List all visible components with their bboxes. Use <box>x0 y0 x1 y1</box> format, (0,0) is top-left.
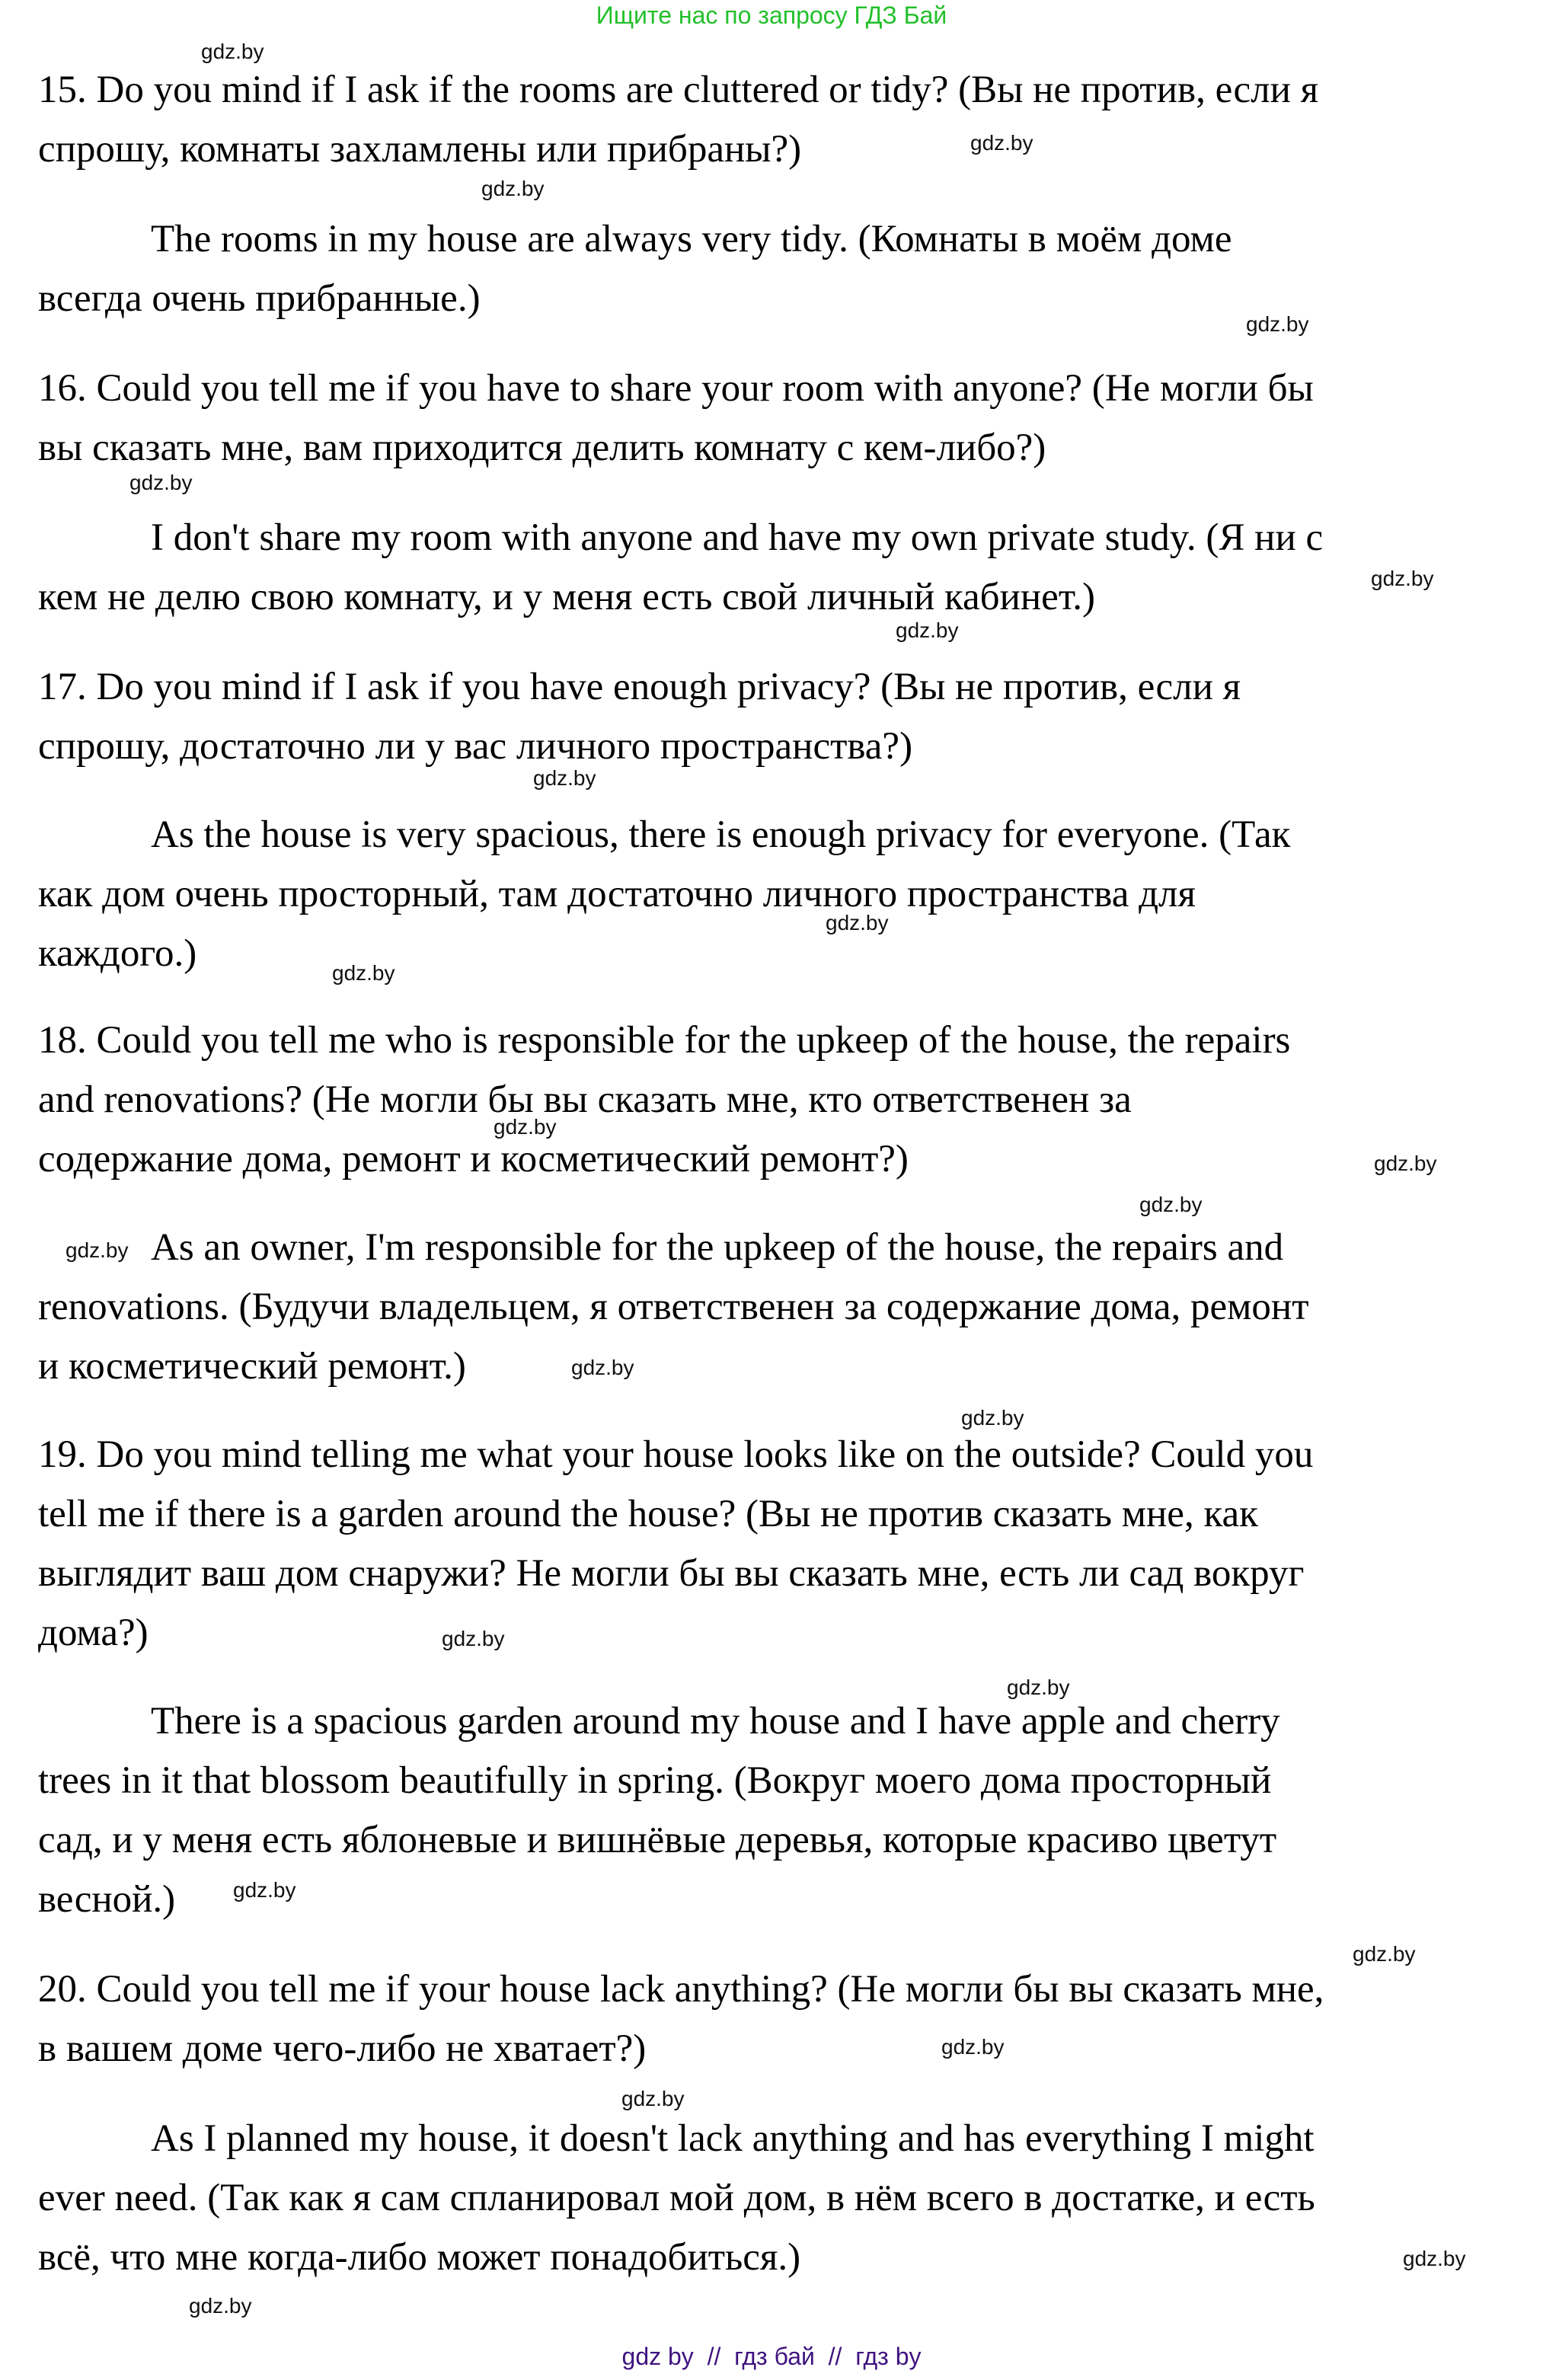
question-19-line-2: tell me if there is a garden around the house? (Вы не против сказать мне, как <box>38 1493 1258 1535</box>
question-18-line-2: and renovations? (Не могли бы вы сказать мне, кто ответственен за <box>38 1078 1132 1121</box>
answer-18-line-3: и косметический ремонт.) <box>38 1345 466 1388</box>
answer-19-line-1: There is a spacious garden around my house and I have apple and cherry <box>151 1700 1280 1743</box>
question-19-line-1: 19. Do you mind telling me what your house looks like on the outside? Could you <box>38 1433 1314 1476</box>
answer-18-line-2: renovations. (Будучи владельцем, я ответственен за содержание дома, ремонт <box>38 1286 1309 1328</box>
question-18-line-3: содержание дома, ремонт и косметический ремонт?) <box>38 1138 909 1180</box>
question-15-line-1: 15. Do you mind if I ask if the rooms are cluttered or tidy? (Вы не против, если я <box>38 69 1319 111</box>
answer-17-line-2: как дом очень просторный, там достаточно личного пространства для <box>38 873 1196 915</box>
watermark: gdz.by <box>494 1115 557 1139</box>
answer-17-line-3: каждого.) <box>38 932 197 975</box>
watermark: gdz.by <box>201 40 264 63</box>
answer-16-line-1: I don't share my room with anyone and have my own private study. (Я ни с <box>151 516 1324 559</box>
watermark: gdz.by <box>571 1356 634 1379</box>
watermark: gdz.by <box>941 2035 1005 2059</box>
question-17-line-2: спрошу, достаточно ли у вас личного пространства?) <box>38 725 913 768</box>
question-15-line-2: спрошу, комнаты захламлены или прибраны?) <box>38 128 802 171</box>
answer-20-line-2: ever need. (Так как я сам спланировал мой дом, в нём всего в достатке, и есть <box>38 2177 1315 2219</box>
question-17-line-1: 17. Do you mind if I ask if you have enough privacy? (Вы не против, если я <box>38 666 1241 708</box>
question-20-line-1: 20. Could you tell me if your house lack anything? (Не могли бы вы сказать мне, <box>38 1968 1324 2011</box>
answer-20-line-3: всё, что мне когда-либо может понадобиться.) <box>38 2236 801 2279</box>
header-banner: Ищите нас по запросу ГДЗ Бай <box>596 2 947 29</box>
watermark: gdz.by <box>621 2087 685 2110</box>
watermark: gdz.by <box>332 961 395 985</box>
watermark: gdz.by <box>129 471 193 494</box>
watermark: gdz.by <box>533 766 596 790</box>
watermark: gdz.by <box>481 177 545 200</box>
question-19-line-3: выглядит ваш дом снаружи? Не могли бы вы сказать мне, есть ли сад вокруг <box>38 1552 1305 1595</box>
question-20-line-2: в вашем доме чего-либо не хватает?) <box>38 2027 647 2070</box>
watermark: gdz.by <box>896 618 959 642</box>
watermark: gdz.by <box>1374 1152 1437 1175</box>
watermark: gdz.by <box>1371 567 1434 590</box>
watermark: gdz.by <box>961 1406 1024 1430</box>
question-16-line-2: вы сказать мне, вам приходится делить комнату с кем-либо?) <box>38 426 1046 469</box>
answer-16-line-2: кем не делю свою комнату, и у меня есть свой личный кабинет.) <box>38 576 1096 618</box>
answer-20-line-1: As I planned my house, it doesn't lack anything and has everything I might <box>151 2117 1315 2160</box>
watermark: gdz.by <box>442 1627 505 1650</box>
watermark: gdz.by <box>1246 312 1309 336</box>
question-19-line-4: дома?) <box>38 1612 149 1654</box>
watermark: gdz.by <box>233 1878 296 1902</box>
watermark: gdz.by <box>1139 1193 1203 1216</box>
answer-15-line-1: The rooms in my house are always very tidy. (Комнаты в моём доме <box>151 218 1232 260</box>
answer-19-line-3: сад, и у меня есть яблоневые и вишнёвые деревья, которые красиво цветут <box>38 1819 1277 1861</box>
footer-banner: gdz by // гдз бай // гдз by <box>621 2343 922 2370</box>
answer-15-line-2: всегда очень прибранные.) <box>38 277 481 320</box>
answer-19-line-4: весной.) <box>38 1878 176 1921</box>
question-16-line-1: 16. Could you tell me if you have to share your room with anyone? (Не могли бы <box>38 367 1314 410</box>
watermark: gdz.by <box>826 911 889 934</box>
watermark: gdz.by <box>1007 1676 1070 1699</box>
answer-19-line-2: trees in it that blossom beautifully in spring. (Вокруг моего дома просторный <box>38 1759 1272 1802</box>
question-18-line-1: 18. Could you tell me who is responsible for the upkeep of the house, the repairs <box>38 1019 1291 1062</box>
answer-18-line-1: As an owner, I'm responsible for the upkeep of the house, the repairs and <box>151 1226 1284 1269</box>
watermark: gdz.by <box>1403 2247 1466 2270</box>
watermark: gdz.by <box>1353 1942 1416 1966</box>
watermark: gdz.by <box>189 2294 252 2318</box>
answer-17-line-1: As the house is very spacious, there is enough privacy for everyone. (Так <box>151 813 1291 856</box>
watermark: gdz.by <box>65 1238 129 1262</box>
watermark: gdz.by <box>970 131 1033 155</box>
